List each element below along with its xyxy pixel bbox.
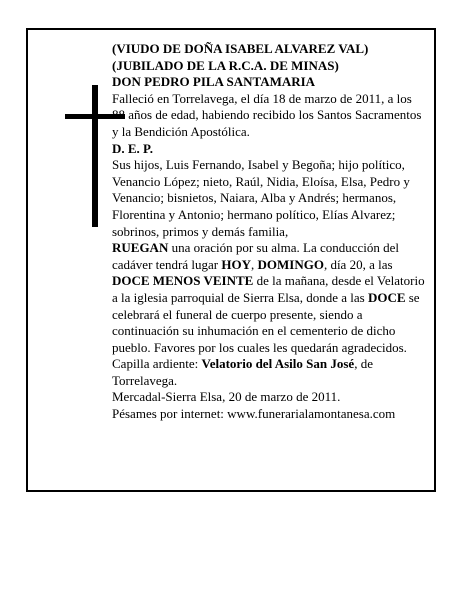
- request-text-2: ,: [250, 256, 258, 272]
- heading-widower: (VIUDO DE DOÑA ISABEL ALVAREZ VAL): [112, 41, 369, 56]
- request-text-6: , de Torrelavega.: [112, 356, 373, 388]
- hoy-label: HOY: [221, 256, 251, 272]
- doce-label: DOCE: [367, 289, 406, 305]
- condolences-line: Pésames por internet: www.funerarialamontanesa.com: [112, 406, 396, 422]
- deceased-name: DON PEDRO PILA SANTAMARIA: [112, 74, 316, 90]
- obituary-text: [112, 41, 428, 423]
- ruegan-label: RUEGAN: [112, 240, 169, 256]
- velatorio-name: Velatorio del Asilo San José: [201, 356, 355, 372]
- death-notice: Falleció en Torrelavega, el día 18 de marzo de 2011, a los 88 años de edad, habiendo recibido los Santos Sacramentos y la Bendición Apostólica.: [112, 90, 422, 139]
- rip-label: D. E. P.: [112, 140, 154, 156]
- cross-icon: [92, 85, 98, 227]
- request-text-5: se celebrará el funeral de cuerpo presente, siendo a continuación su inhumación en el cementerio de dicho pueblo. Favores por los cuales les quedarán agradecidos. Capilla ardiente:: [112, 289, 420, 372]
- domingo-label: DOMINGO: [257, 256, 324, 272]
- place-date: Mercadal-Sierra Elsa, 20 de marzo de 2011.: [112, 389, 341, 405]
- heading-retired: (JUBILADO DE LA R.C.A. DE MINAS): [112, 57, 339, 73]
- funeral-time: DOCE MENOS VEINTE: [112, 273, 254, 289]
- funeral-request: [112, 240, 428, 389]
- family-list: Sus hijos, Luis Fernando, Isabel y Begoña; hijo político, Venancio López; nieto, Raúl, Nidia, Eloísa, Elsa, Pedro y Venancio; bisnietos, Naiara, Alba y Andrés; hermanos, Florentina y Antonio; hermano político, Elías Alvarez; sobrinos, primos y demás familia,: [112, 157, 410, 239]
- request-text-4: de la mañana, desde el Velatorio a la iglesia parroquial de Sierra Elsa, donde a las: [112, 273, 425, 305]
- request-text-1: una oración por su alma. La conducción del cadáver tendrá lugar: [112, 240, 400, 272]
- request-text-3: , día 20, a las: [323, 256, 393, 272]
